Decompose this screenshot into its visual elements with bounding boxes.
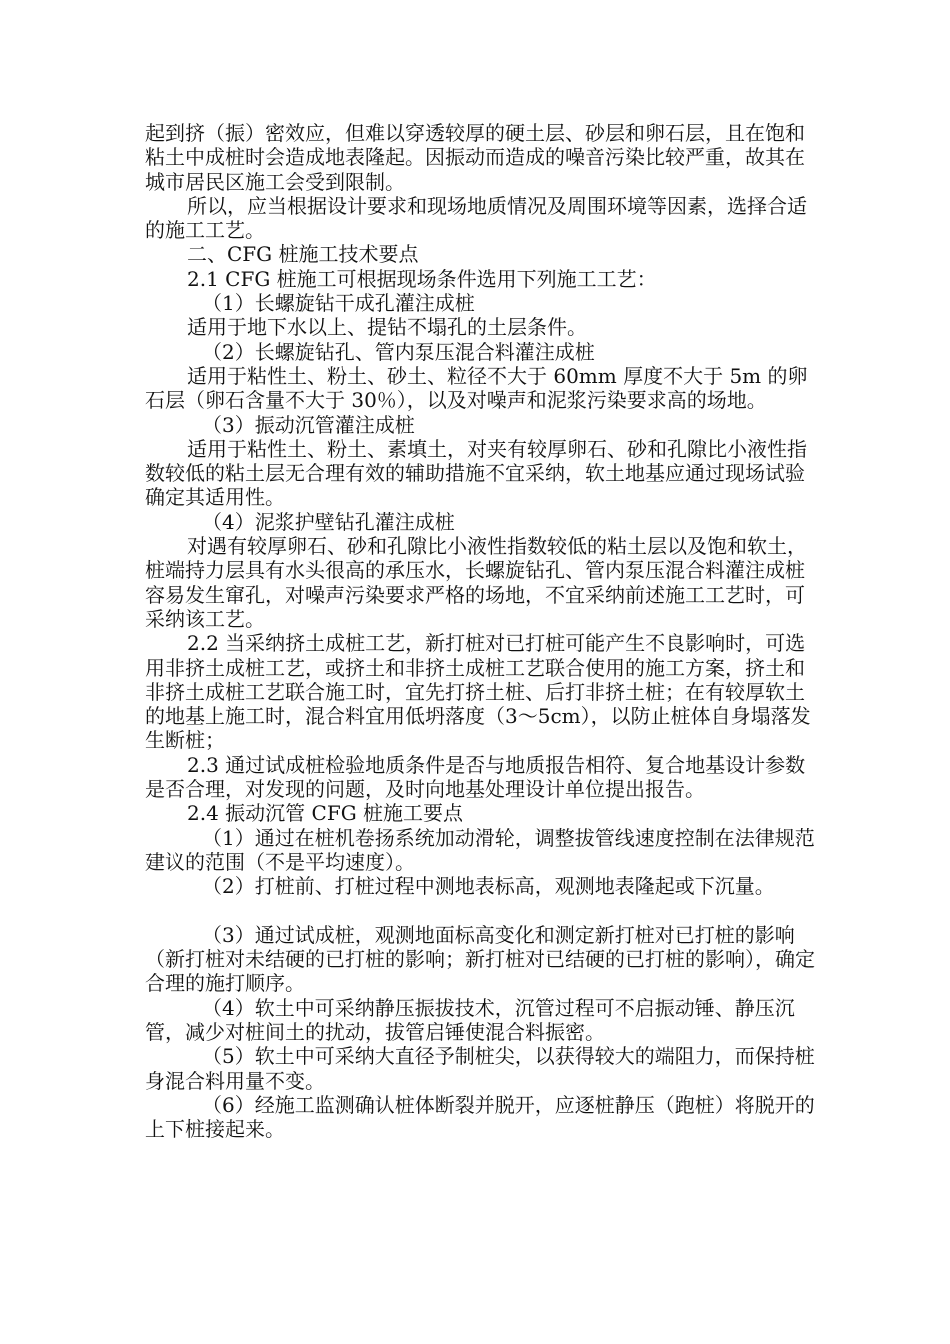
document-body [145,121,817,1141]
point-2: （2）打桩前、打桩过程中测地表标高，观测地表隆起或下沉量。 [202,874,775,899]
point-1: （1）通过在桩机卷扬系统加动滑轮，调整拔管线速度控制在法律规范建议的范围（不是平均速度）。 [145,825,815,874]
point-6: （6）经施工监测确认桩体断裂并脱开，应逐桩静压（跑桩）将脱开的上下桩接起来。 [145,1092,815,1142]
point-3: （3）通过试成桩，观测地面标高变化和测定新打桩对已打桩的影响（新打桩对未结硬的已打桩的影响；新打桩对已结硬的已打桩的影响），确定合理的施打顺序。 [145,922,815,996]
paragraph-1: 起到挤（振）密效应，但难以穿透较厚的硬土层、砂层和卵石层，且在饱和粘土中成桩时会造成地表隆起。因振动而造成的噪音污染比较严重，故其在城市居民区施工会受到限制。 [145,121,805,194]
blank-line [145,899,817,923]
subsection-2-1: 2.1 CFG 桩施工可根据现场条件选用下列施工工艺： [187,266,657,291]
point-5: （5）软土中可采纳大直径予制桩尖，以获得较大的端阻力，而保持桩身混合料用量不变。 [145,1044,815,1093]
section-heading-2: 二、CFG 桩施工技术要点 [187,242,419,267]
item-3-title: （3）振动沉管灌注成桩 [202,412,415,437]
item-3-text: 适用于粘性土、粉土、素填土，对夹有较厚卵石、砂和孔隙比小液性指数较低的粘土层无合理有效的辅助措施不宜采纳，软土地基应通过现场试验确定其适用性。 [145,436,807,510]
subsection-2-4: 2.4 振动沉管 CFG 桩施工要点 [187,801,464,826]
item-1-title: （1）长螺旋钻干成孔灌注成桩 [202,291,475,316]
paragraph-2: 所以，应当根据设计要求和现场地质情况及周围环境等因素，选择合适的施工工艺。 [145,193,807,243]
item-1-text: 适用于地下水以上、提钻不塌孔的土层条件。 [187,315,587,340]
item-2-text: 适用于粘性土、粉土、砂土、粒径不大于 60mm 厚度不大于 5m 的卵石层（卵石含量不大于 30％），以及对噪声和泥浆污染要求高的场地。 [145,363,808,413]
item-4-text: 对遇有较厚卵石、砂和孔隙比小液性指数较低的粘土层以及饱和软土，桩端持力层具有水头很高的承压水，长螺旋钻孔、管内泵压混合料灌注成桩容易发生窜孔，对噪声污染要求严格的场地，不宜采纳前述施工工艺时，可采纳该工艺。 [145,534,807,631]
item-4-title: （4）泥浆护壁钻孔灌注成桩 [202,509,455,534]
point-4: （4）软土中可采纳静压振拔技术，沉管过程可不启振动锤、静压沉管，减少对桩间土的扰动，拔管启锤使混合料振密。 [145,995,795,1044]
item-2-title: （2）长螺旋钻孔、管内泵压混合料灌注成桩 [202,339,595,364]
subsection-2-2: 2.2 当采纳挤土成桩工艺，新打桩对已打桩可能产生不良影响时，可选用非挤土成桩工艺，或挤土和非挤土成桩工艺联合使用的施工方案，挤土和非挤土成桩工艺联合施工时，宜先打挤土桩、后打非挤土桩；在有较厚软土的地基上施工时，混合料宜用低坍落度（3～5cm），以防止桩体自身塌落发生断桩； [145,631,811,753]
subsection-2-3: 2.3 通过试成桩检验地质条件是否与地质报告相符、复合地基设计参数是否合理，对发现的问题，及时向地基处理设计单位提出报告。 [145,752,806,802]
